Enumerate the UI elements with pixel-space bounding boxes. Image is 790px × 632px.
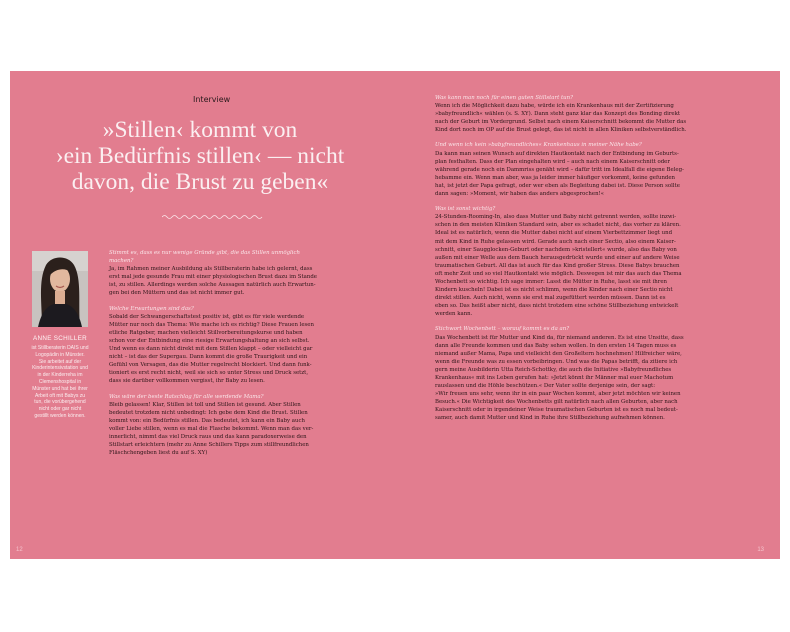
caption-name: ANNE SCHILLER (33, 335, 87, 342)
author-portrait (32, 251, 88, 327)
page-number-left: 12 (16, 547, 23, 553)
answer: Wenn ich die Möglichkeit dazu habe, würde ich ein Krankenhaus mit der Zertifizierung »babyfreundlich« wählen (s. S. XY). Dann steht ganz klar das Konzept des Bonding direkt nach der Geburt im Vordergrund. Selbst nach einem Kaiserschnitt bekommt die Mutter das Kind dort noch im OP auf die Brust gelegt, das ist nicht in allen Kliniken selbstverständlich. (435, 103, 687, 134)
question: Was kann man noch für einen guten Stillstart tun? (435, 95, 573, 101)
answer: Ja, im Rahmen meiner Ausbildung als Stillberaterin habe ich gelernt, dass erst mal jede gesunde Frau mit einer physiologischen Brust dazu im Stande ist, zu stillen. Allerdings werden solche Aussagen natürlich auch Erwartun- gen bei den Müttern und das ist nicht immer gut. (109, 266, 317, 297)
right-text-column (435, 94, 725, 423)
answer: Da kann man seinen Wunsch auf direkten Hautkontakt nach der Entbindung im Geburts- plan festhalten. Dass der Plan eingehalten wird – auch nach einem Kaiserschnitt oder während gerade noch ein Dammriss genäht wird – dafür tritt im Idealfall die eigene Beleg- hebamme ein. Wenn man aber, was ja leider immer häufiger vorkommt, keine gefunden hat, ist jetzt der Papa gefragt, oder wer eben als Begleitung dabei ist. Diese Person sollte dann sagen: »Moment, wir haben das anders abgesprochen!« (435, 150, 684, 198)
answer: Bleib gelassen! Klar, Stillen ist toll und Stillen ist gesund. Aber Stillen bedeutet trotzdem nicht unbedingt: Ich gebe dem Kind die Brust. Stillen kommt von: ein Bedürfnis stillen. Das bedeutet, ich kann ein Baby auch voller Liebe stillen, wenn es mal die Flasche bekommt. Wenn man das ver- innerlicht, nimmt das viel Druck raus und das kann paradoxerweise den Stillstart erleichtern (mehr zu Anne Schillers Tipps zum stillfreundlichen Fläschchengeben liest du auf S. XY) (109, 401, 314, 457)
answer: 24-Stunden-Rooming-In, also dass Mutter und Baby nicht getrennt werden, sollte inzwi- schen in den meisten Kliniken Standard sein, aber es schadet nicht, das vorher zu klären. Ideal ist es natürlich, wenn die Mutter dabei nicht auf einem Vierbettzimmer liegt und mit dem Kind in Ruhe gelassen wird. Gerade auch nach einer Sectio, also einem Kaiser- schnitt, einer Saugglocken-Geburt oder nachdem »kristellert« wurde, also das Baby von außen mit einer Welle aus dem Bauch herausgedrückt wurde und einer auf andere Weise traumatischen Geburt. All das ist auch für das Kind großer Stress. Diese Babys brauchen oft mehr Zeit und so viel Hautkontakt wie möglich. Deswegen ist mir das auch das Thema Wochenbett so wichtig. Ich sage immer: Lasst die Mütter in Ruhe, lasst sie mit ihren Kindern kuscheln! Dabei ist es nicht schlimm, wenn die Kinder nach einer Sectio nicht direkt stillen. Auch nicht, wenn sie erst mal zugefüttert werden müssen. Dann ist es eben so. Das heißt aber nicht, dass nicht trotzdem eine schöne Stillbeziehung entwickelt werden kann. (435, 214, 682, 318)
answer: Sobald der Schwangerschaftstest positiv ist, gibt es für viele werdende Mütter nur noch das Thema: Wie mache ich es richtig? Diese Frauen lesen etliche Ratgeber, machen vielleicht Stillvorbereitungskurse und haben schon vor der Entbindung eine riesige Erwartungshaltung an sich selbst. Und wenn es dann nicht direkt mit dem Stillen klappt – oder vielleicht gar nicht – ist das der Supergau. Dann kommt die große Traurigkeit und ein Gefühl von Versagen, das die Mutter regelrecht blockiert. Und dann funk- tioniert es erst recht nicht, weil sie sich so unter Stress und Druck setzt, dass sie darüber vollkommen vergisst, ihr Baby zu lesen. (109, 313, 314, 385)
question: Welche Erwartungen sind das? (109, 305, 194, 312)
question: Stimmt es, dass es nur wenige Gründe gibt, die das Stillen unmöglich machen? (109, 250, 300, 265)
question: Was ist sonst wichtig? (435, 206, 496, 213)
portrait-caption (20, 335, 100, 420)
question: Was wäre der beste Ratschlag für alle werdende Mama? (109, 393, 264, 400)
page-number-right: 13 (757, 547, 764, 553)
decorative-wave-divider (162, 214, 266, 220)
answer: Das Wochenbett ist für Mutter und Kind da, für niemand anderen. Es ist eine Unsitte, dass dann alle Freunde kommen und das Baby sehen wollen. In den ersten 14 Tagen muss es niemand außer Mama, Papa und vielleicht den Großeltern hochnehmen! Hilfreicher wäre, wenn die Freunde was zu essen vorbeibringen. Und was die Papas betrifft, da zitiere ich gern meine Ausbilderin Utta Reich-Schottky, die auch die Initiative »Babyfreundliches Krankenhaus« mit ins Leben gerufen hat: »Jetzt könnt ihr Männer mal euer Machotum rauslassen und die Höhle beschützen.« Der Vater sollte derjenige sein, der sagt: »Wir freuen uns sehr, wenn ihr in ein paar Wochen kommt, aber jetzt möchten wir keinen Besuch.« Die Wichtigkeit des Wochenbetts gilt natürlich nach allen Geburten, aber nach Kaiserschnitt oder in irgendeiner Weise traumatischen Geburten ist es noch mal bedeut- samer, auch damit Mutter und Kind in Ruhe ihre Stillbeziehung aufnehmen können. (435, 334, 684, 422)
caption-bio: ist Stillberaterin DAIS und Logopädin in Münster. Sie arbeitet auf der Kinderintensivstation und in der Kinderreha im Clemenshospital in Münster und hat bei ihrer Arbeit oft mit Babys zu tun, die vorübergehend nicht oder gar nicht gestillt werden können. (31, 345, 89, 419)
question: Stichwort Wochenbett – worauf kommt es da an? (435, 326, 570, 333)
left-text-column (109, 249, 371, 457)
magazine-spread (10, 71, 780, 559)
question: Und wenn ich kein »babyfreundliches« Krankenhaus in meiner Nähe habe? (435, 142, 642, 149)
article-title: »Stillen‹ kommt von ›ein Bedürfnis stillen‹ — nicht davon, die Brust zu geben« (55, 117, 345, 195)
section-kicker: Interview (193, 95, 231, 104)
